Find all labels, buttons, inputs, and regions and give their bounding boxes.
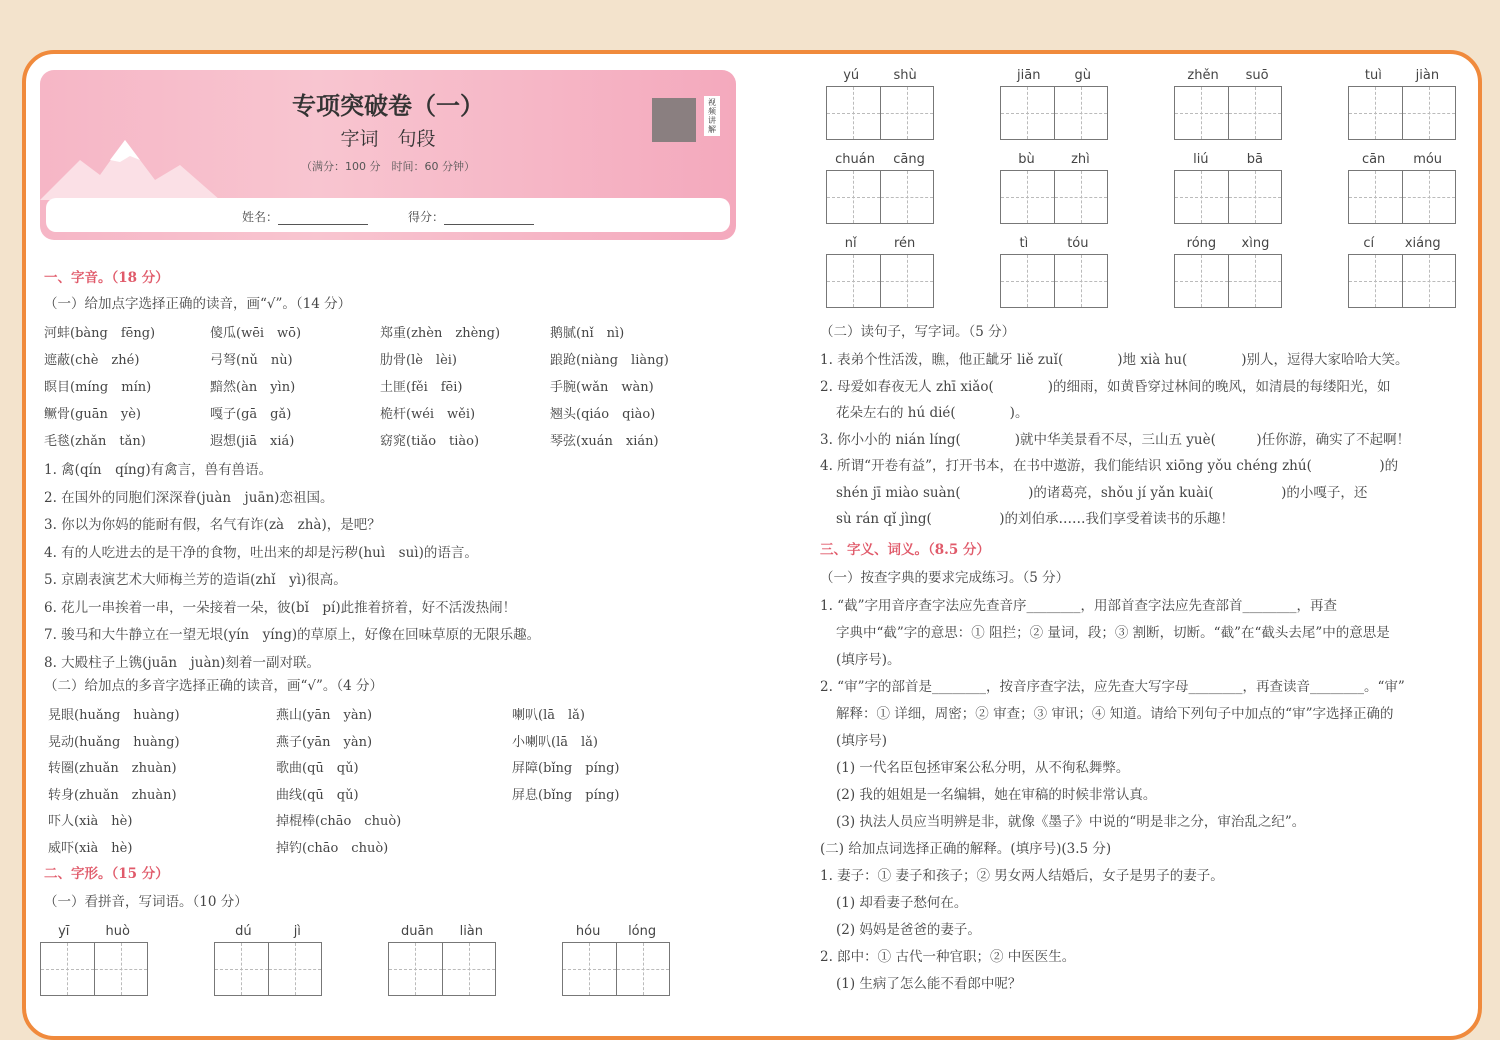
- pinyin-label: dú: [235, 924, 252, 939]
- pinyin-writing-box[interactable]: [562, 924, 670, 996]
- character-cell[interactable]: [443, 943, 496, 995]
- pronunciation-option[interactable]: 鳜骨(guān yè): [44, 407, 141, 422]
- pinyin-writing-box[interactable]: [1174, 152, 1282, 224]
- fill-sentence: sù rán qǐ jìng( )的刘伯承……我们享受着读书的乐趣！: [836, 511, 1235, 527]
- pronunciation-option[interactable]: 翘头(qiáo qiào): [550, 407, 656, 422]
- polyphone-option[interactable]: 小喇叭(lā lǎ): [512, 734, 598, 750]
- pinyin-label: hóu: [575, 924, 601, 939]
- character-cell[interactable]: [827, 255, 881, 307]
- polyphone-option[interactable]: 燕山(yān yàn): [276, 708, 373, 723]
- pinyin-writing-box[interactable]: [40, 924, 148, 996]
- character-cell[interactable]: [1349, 171, 1403, 223]
- pinyin-label-row: [214, 924, 322, 942]
- pinyin-label-row: [1174, 152, 1282, 170]
- pronunciation-option[interactable]: 傻瓜(wēi wō): [210, 326, 302, 341]
- exercise-line: (1) 生病了怎么能不看郎中呢？: [836, 976, 1022, 992]
- pinyin-label-row: [1348, 236, 1456, 254]
- character-cell[interactable]: [1001, 171, 1055, 223]
- pronunciation-option[interactable]: 手腕(wǎn wàn): [550, 380, 654, 395]
- pinyin-label: huò: [105, 924, 130, 939]
- character-boxes[interactable]: [40, 942, 148, 996]
- header-banner: [40, 70, 736, 240]
- exercise-line: (填序号): [836, 733, 888, 749]
- polyphone-option[interactable]: 喇叭(lā lǎ): [512, 708, 585, 723]
- score-field[interactable]: [408, 208, 534, 225]
- character-boxes[interactable]: [1000, 86, 1108, 140]
- pinyin-label-row: [826, 236, 934, 254]
- exercise-line: (1) 一代名臣包拯审案公私分明，从不徇私舞弊。: [836, 760, 1130, 776]
- pinyin-label: chuán: [835, 152, 875, 167]
- polyphone-option[interactable]: 歌曲(qū qǔ): [276, 761, 359, 776]
- character-cell[interactable]: [881, 255, 934, 307]
- character-cell[interactable]: [269, 943, 322, 995]
- character-boxes[interactable]: [1174, 170, 1282, 224]
- exercise-line: (3) 执法人员应当明辨是非，就像《墨子》中说的“明是非之分，审治乱之纪”。: [836, 814, 1306, 830]
- exercise-line: 2. “审”字的部首是________，按音序查字法，应先查大写字母________，再查读音________。“审”: [820, 679, 1405, 695]
- character-cell[interactable]: [1403, 171, 1456, 223]
- character-boxes[interactable]: [1000, 170, 1108, 224]
- pinyin-label: móu: [1413, 152, 1443, 167]
- fill-sentence: 花朵左右的 hú dié( )。: [836, 405, 1029, 421]
- section-title: 一、字音。（18 分）: [44, 270, 169, 286]
- name-score-bar: [46, 198, 730, 232]
- pinyin-writing-box[interactable]: [214, 924, 322, 996]
- polyphone-option[interactable]: 燕子(yān yàn): [276, 734, 373, 750]
- score-label: 得分：: [408, 210, 445, 224]
- pinyin-label: zhěn: [1187, 68, 1219, 83]
- name-field[interactable]: [242, 208, 368, 225]
- pronunciation-option[interactable]: 琴弦(xuán xián): [550, 434, 659, 449]
- pinyin-label-row: [826, 68, 934, 86]
- sentence-item: 1. 禽(qín qíng)有禽言，兽有兽语。: [44, 462, 273, 478]
- exercise-line: 解释：① 详细，周密；② 审查；③ 审讯；④ 知道。请给下列句子中加点的“审”字选择正确的: [836, 706, 1394, 722]
- name-label: 姓名：: [242, 210, 279, 224]
- pinyin-label-row: [1000, 236, 1108, 254]
- polyphone-option[interactable]: 掉棍棒(chāo chuò): [276, 814, 402, 829]
- polyphone-option[interactable]: 曲线(qū qǔ): [276, 787, 359, 803]
- character-cell[interactable]: [563, 943, 617, 995]
- pinyin-writing-box[interactable]: [1348, 152, 1456, 224]
- pinyin-label-row: [1174, 68, 1282, 86]
- fill-sentence: 3. 你小小的 nián líng( )就中华美景看不尽，三山五 yuè( )任你游，确实了不起啊！: [820, 431, 1411, 448]
- character-boxes[interactable]: [1348, 86, 1456, 140]
- exercise-line: 字典中“截”字的意思：① 阻拦；② 量词，段；③ 割断，切断。“截”在“截头去尾”中的意思是: [836, 625, 1390, 641]
- sentence-item: 7. 骏马和大牛静立在一望无垠(yín yíng)的草原上，好像在回味草原的无限乐趣。: [44, 627, 541, 643]
- sentence-item: 3. 你以为你妈的能耐有假，名气有诈(zà zhà)，是吧？: [44, 517, 381, 533]
- pinyin-label-row: [1000, 152, 1108, 170]
- pinyin-label: jiān: [1017, 68, 1041, 83]
- pronunciation-option[interactable]: 桅杆(wéi wěi): [380, 407, 476, 422]
- pinyin-writing-box[interactable]: [1000, 152, 1108, 224]
- character-cell[interactable]: [1229, 255, 1282, 307]
- exercise-line: (2) 我的姐姐是一名编辑，她在审稿的时候非常认真。: [836, 787, 1157, 803]
- character-boxes[interactable]: [826, 254, 934, 308]
- pronunciation-option[interactable]: 瞑目(míng mín): [44, 380, 152, 395]
- pinyin-label-row: [388, 924, 496, 942]
- worksheet-page: [22, 50, 1482, 1040]
- pinyin-label-row: [826, 152, 934, 170]
- fill-sentence: shén jī miào suàn( )的诸葛亮，shǒu jí yǎn kuài( )的小嘎子，还: [836, 484, 1368, 501]
- subsection-title: （一）按查字典的要求完成练习。（5 分）: [820, 570, 1070, 586]
- pinyin-label: cān: [1361, 152, 1386, 167]
- section-title: 三、字义、词义。（8.5 分）: [820, 542, 990, 558]
- pinyin-label-row: [1348, 152, 1456, 170]
- pinyin-label: jiàn: [1415, 68, 1440, 83]
- pinyin-writing-box[interactable]: [1174, 68, 1282, 140]
- pinyin-writing-box[interactable]: [826, 68, 934, 140]
- pronunciation-option[interactable]: 郑重(zhèn zhèng): [380, 326, 501, 341]
- pinyin-label: xiáng: [1404, 236, 1441, 251]
- character-cell[interactable]: [1055, 87, 1108, 139]
- pinyin-label: rén: [893, 236, 916, 251]
- pronunciation-option[interactable]: 黯然(àn yìn): [210, 380, 296, 395]
- character-cell[interactable]: [215, 943, 269, 995]
- pinyin-writing-box[interactable]: [1000, 236, 1108, 308]
- pinyin-writing-box[interactable]: [826, 236, 934, 308]
- exercise-line: 1. 妻子：① 妻子和孩子；② 男女两人结婚后，女子是男子的妻子。: [820, 868, 1224, 884]
- subsection-title: （二）读句子，写字词。（5 分）: [820, 324, 1016, 340]
- sentence-item: 4. 有的人吃进去的是干净的食物，吐出来的却是污秽(huì suì)的语言。: [44, 544, 478, 561]
- character-boxes[interactable]: [214, 942, 322, 996]
- page-title: 专项突破卷（一）: [292, 91, 484, 120]
- fill-sentence: 2. 母爱如春夜无人 zhī xiǎo( )的细雨，如黄昏穿过林间的晚风，如清晨的每缕阳光，如: [820, 378, 1391, 395]
- character-cell[interactable]: [881, 87, 934, 139]
- exercise-line: 1. “截”字用音序查字法应先查音序________，用部首查字法应先查部首________，再查: [820, 598, 1337, 614]
- character-boxes[interactable]: [826, 86, 934, 140]
- character-cell[interactable]: [827, 87, 881, 139]
- pinyin-label: tì: [1019, 236, 1029, 251]
- pinyin-label: xìng: [1241, 236, 1270, 251]
- pinyin-label: yī: [58, 924, 70, 939]
- pinyin-writing-box[interactable]: [1348, 68, 1456, 140]
- subsection-title: （二）给加点的多音字选择正确的读音，画“√”。（4 分）: [44, 678, 384, 694]
- polyphone-option[interactable]: 晃动(huǎng huàng): [48, 734, 180, 750]
- polyphone-option[interactable]: 威吓(xià hè): [48, 840, 133, 856]
- left-column: [40, 70, 750, 1030]
- sentence-item: 2. 在国外的同胞们深深眷(juàn juān)恋祖国。: [44, 489, 334, 506]
- pinyin-label: róng: [1186, 236, 1217, 251]
- polyphone-option[interactable]: 掉钓(chāo chuò): [276, 840, 389, 856]
- pronunciation-option[interactable]: 遮蔽(chè zhé): [44, 353, 140, 368]
- pinyin-label: cāng: [893, 152, 925, 167]
- sentence-item: 6. 花儿一串挨着一串，一朵接着一朵，彼(bǐ pí)此推着挤着，好不活泼热闹！: [44, 599, 517, 616]
- exercise-line: (二) 给加点词选择正确的解释。(填序号)(3.5 分): [820, 841, 1112, 857]
- character-cell[interactable]: [1001, 87, 1055, 139]
- polyphone-option[interactable]: 转圈(zhuǎn zhuàn): [48, 761, 177, 776]
- pronunciation-option[interactable]: 踉跄(niàng liàng): [550, 353, 669, 368]
- pinyin-label: lóng: [628, 924, 657, 939]
- pinyin-label: cí: [1363, 236, 1375, 251]
- pronunciation-option[interactable]: 河蚌(bàng fēng): [44, 326, 156, 341]
- pinyin-writing-box[interactable]: [388, 924, 496, 996]
- pinyin-writing-box[interactable]: [1348, 236, 1456, 308]
- pinyin-label: duān: [400, 924, 434, 939]
- character-cell[interactable]: [827, 171, 881, 223]
- character-boxes[interactable]: [1174, 86, 1282, 140]
- pronunciation-option[interactable]: 肋骨(lè lèi): [380, 353, 458, 368]
- pinyin-label: tuì: [1364, 68, 1382, 83]
- right-column: [816, 64, 1482, 1024]
- character-boxes[interactable]: [1348, 254, 1456, 308]
- character-cell[interactable]: [1055, 255, 1108, 307]
- character-boxes[interactable]: [1348, 170, 1456, 224]
- subsection-title: （一）看拼音，写词语。（10 分）: [44, 894, 248, 910]
- pronunciation-option[interactable]: 窈窕(tiǎo tiào): [380, 434, 480, 449]
- character-cell[interactable]: [1175, 87, 1229, 139]
- pinyin-label-row: [562, 924, 670, 942]
- polyphone-option[interactable]: 转身(zhuǎn zhuàn): [48, 787, 177, 803]
- polyphone-option[interactable]: 屏息(bǐng píng): [512, 787, 620, 803]
- pinyin-label: yú: [843, 68, 860, 83]
- character-cell[interactable]: [1055, 171, 1108, 223]
- pinyin-label: nǐ: [844, 236, 857, 251]
- character-cell[interactable]: [1349, 87, 1403, 139]
- pinyin-label: zhì: [1071, 152, 1090, 167]
- pinyin-label: suō: [1245, 68, 1269, 83]
- pinyin-label: bā: [1246, 152, 1263, 167]
- character-cell[interactable]: [1349, 255, 1403, 307]
- pinyin-label-row: [1000, 68, 1108, 86]
- character-cell[interactable]: [1175, 171, 1229, 223]
- pinyin-label: jì: [293, 924, 301, 939]
- section-title: 二、字形。（15 分）: [44, 866, 169, 882]
- character-cell[interactable]: [1403, 87, 1456, 139]
- pinyin-writing-box[interactable]: [826, 152, 934, 224]
- character-boxes[interactable]: [1000, 254, 1108, 308]
- pinyin-label: bù: [1018, 152, 1035, 167]
- pronunciation-option[interactable]: 土匪(fěi fēi): [380, 380, 463, 395]
- polyphone-option[interactable]: 吓人(xià hè): [48, 814, 133, 829]
- pinyin-label-row: [1174, 236, 1282, 254]
- pronunciation-option[interactable]: 嘎子(gā gǎ): [210, 407, 292, 422]
- pronunciation-option[interactable]: 鹅腻(nǐ nì): [550, 326, 625, 341]
- character-cell[interactable]: [617, 943, 670, 995]
- pinyin-label: tóu: [1067, 236, 1089, 251]
- fill-sentence: 4. 所谓“开卷有益”，打开书本，在书中遨游，我们能结识 xiōng yǒu chéng zhú( )的: [820, 458, 1399, 474]
- pinyin-label: gù: [1074, 68, 1091, 83]
- sentence-item: 8. 大殿柱子上镌(juān juàn)刻着一副对联。: [44, 654, 320, 671]
- page-subtitle: 字词 句段: [340, 128, 436, 150]
- score-info: （满分：100 分 时间：60 分钟）: [301, 160, 475, 173]
- character-cell[interactable]: [95, 943, 148, 995]
- polyphone-option[interactable]: 晃眼(huǎng huàng): [48, 708, 180, 723]
- exercise-line: (填序号)。: [836, 652, 901, 668]
- character-cell[interactable]: [1229, 171, 1282, 223]
- pronunciation-option[interactable]: 遐想(jiā xiá): [210, 434, 295, 449]
- pinyin-writing-box[interactable]: [1174, 236, 1282, 308]
- pinyin-label: liàn: [459, 924, 484, 939]
- exercise-line: 2. 郎中：① 古代一种官职；② 中医医生。: [820, 949, 1076, 965]
- character-boxes[interactable]: [1174, 254, 1282, 308]
- pinyin-label: liú: [1193, 152, 1209, 167]
- character-cell[interactable]: [1229, 87, 1282, 139]
- exercise-line: (1) 却看妻子愁何在。: [836, 895, 968, 911]
- qr-code-icon[interactable]: [652, 98, 696, 142]
- character-cell[interactable]: [1403, 255, 1456, 307]
- polyphone-option[interactable]: 屏障(bǐng píng): [512, 761, 620, 776]
- pronunciation-option[interactable]: 弓弩(nǔ nù): [210, 353, 293, 368]
- pinyin-writing-box[interactable]: [1000, 68, 1108, 140]
- character-cell[interactable]: [1175, 255, 1229, 307]
- subsection-title: （一）给加点字选择正确的读音，画“√”。（14 分）: [44, 296, 352, 312]
- character-cell[interactable]: [389, 943, 443, 995]
- pinyin-label-row: [40, 924, 148, 942]
- character-boxes[interactable]: [388, 942, 496, 996]
- character-boxes[interactable]: [562, 942, 670, 996]
- sentence-item: 5. 京剧表演艺术大师梅兰芳的造诣(zhǐ yì)很高。: [44, 572, 347, 588]
- pinyin-label: shù: [893, 68, 917, 83]
- fill-sentence: 1. 表弟个性活泼，瞧，他正龇牙 liě zuǐ( )地 xià hu( )别人，逗得大家哈哈大笑。: [820, 352, 1409, 368]
- character-cell[interactable]: [881, 171, 934, 223]
- exercise-line: (2) 妈妈是爸爸的妻子。: [836, 922, 981, 938]
- character-cell[interactable]: [41, 943, 95, 995]
- pronunciation-option[interactable]: 毛毯(zhǎn tǎn): [44, 434, 146, 449]
- qr-label: 视频讲解: [704, 96, 720, 136]
- character-boxes[interactable]: [826, 170, 934, 224]
- pinyin-label-row: [1348, 68, 1456, 86]
- character-cell[interactable]: [1001, 255, 1055, 307]
